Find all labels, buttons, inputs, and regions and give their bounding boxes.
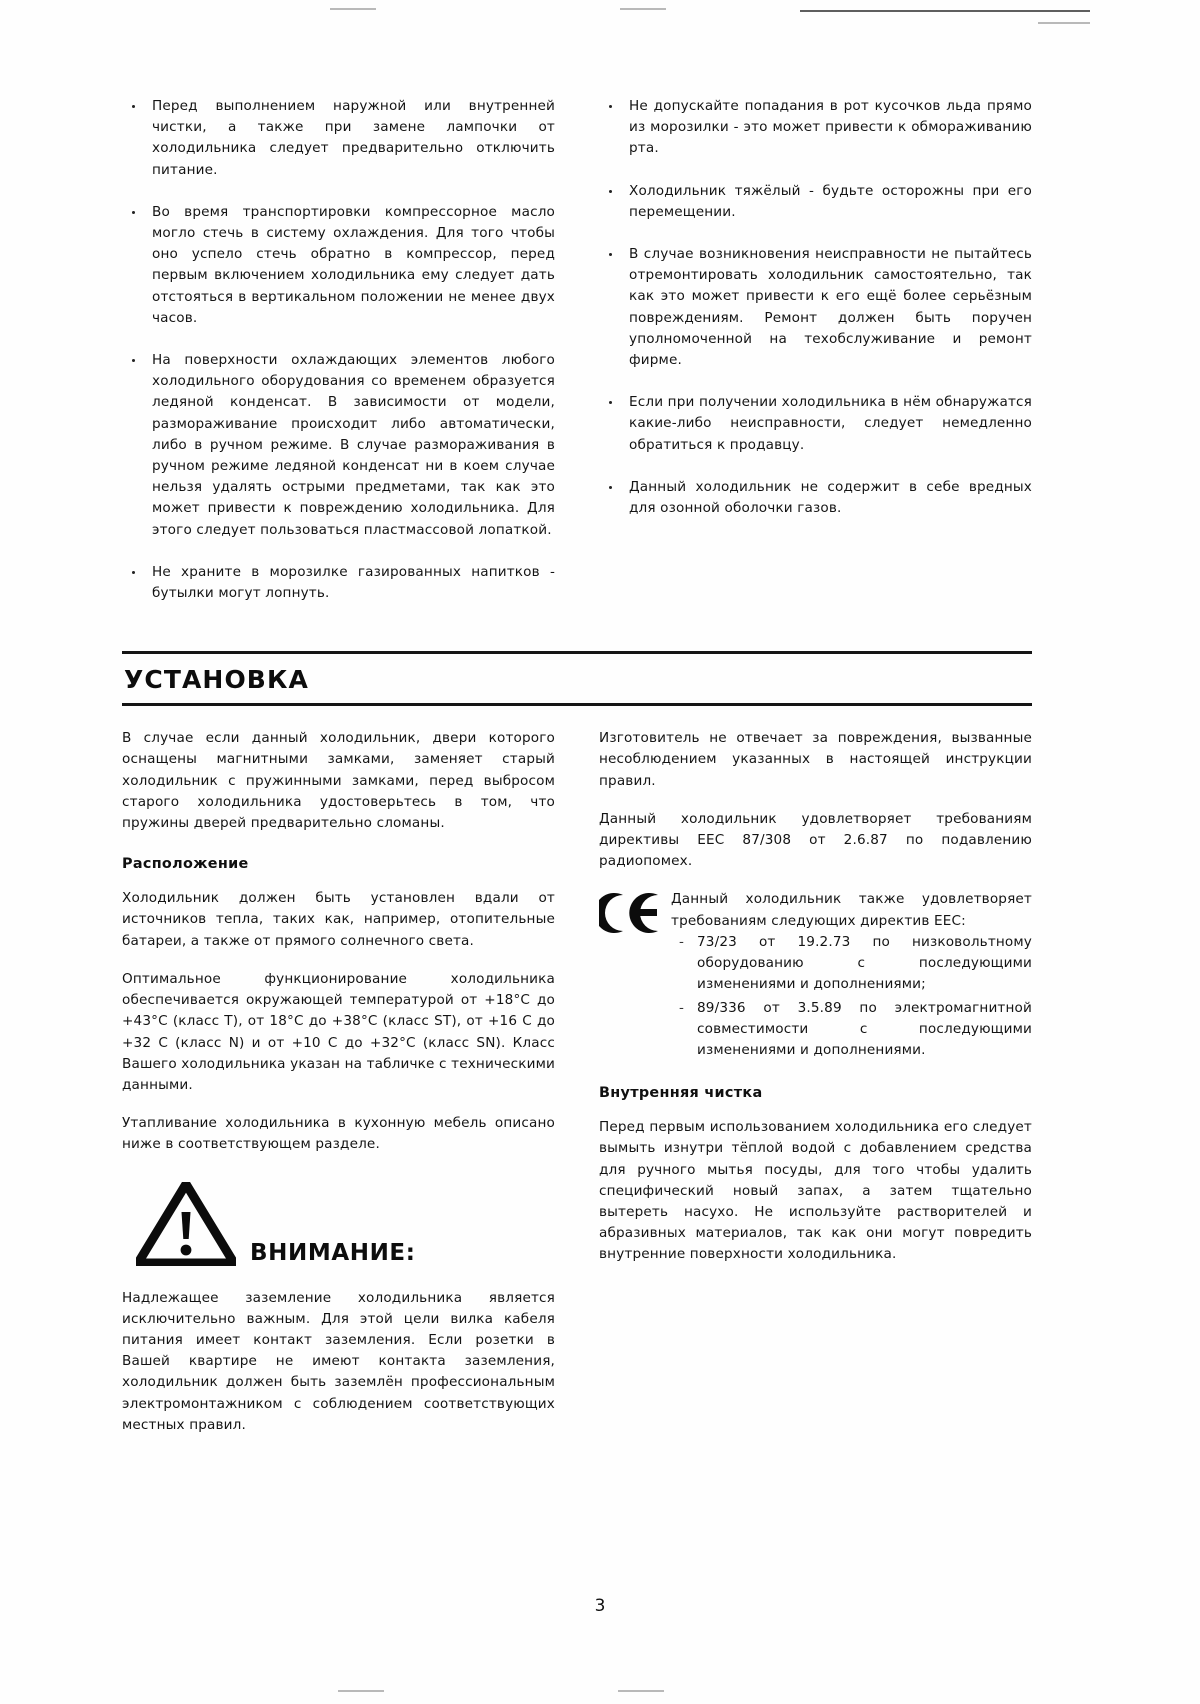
list-item: Не допускайте попадания в рот кусочков льда прямо из морозилки - это может привести к обмораживанию рта. — [599, 96, 1032, 160]
page-number: 3 — [594, 1596, 606, 1616]
list-item: Холодильник тяжёлый - будьте осторожны при его перемещении. — [599, 181, 1032, 223]
installation-section-header — [122, 651, 1032, 706]
installation-intro-paragraph: В случае если данный холодильник, двери которого оснащены магнитными замками, заменяет старый холодильник с пружинными замками, перед выбросом старого холодильника удостоверьтесь в том, что пружины дверей предварительно сломаны. — [122, 730, 555, 832]
ce-mark-icon — [599, 891, 661, 939]
placement-paragraph-3: Утапливание холодильника в кухонную мебель описано ниже в соответствующем разделе. — [122, 1115, 555, 1153]
ce-directive-list — [671, 932, 1032, 1061]
installation-body — [122, 728, 1032, 1453]
list-item: Во время транспортировки компрессорное масло могло стечь в систему охлаждения. Для того чтобы оно успело стечь обратно в компрессор, перед первым включением холодильника ему следует дать отстояться в вертикальном положении не менее двух часов. — [122, 202, 555, 329]
page-title: УСТАНОВКА — [124, 665, 309, 695]
liability-paragraph: Изготовитель не отвечает за повреждения, вызванные несоблюдением указанных в настоящей инструкции правил. — [599, 730, 1032, 789]
list-item: - 89/336 от 3.5.89 по электромагнитной совместимости с последующими изменениями и дополнениями. — [671, 998, 1032, 1062]
list-item: В случае возникновения неисправности не пытайтесь отремонтировать холодильник самостоятельно, так как это может привести к его ещё более серьёзным повреждениям. Ремонт должен быть поручен уполномоченной на техобслуживание и ремонт фирме. — [599, 244, 1032, 371]
list-item: Перед выполнением наружной или внутренней чистки, а также при замене лампочки от холодильника следует предварительно отключить питание. — [122, 96, 555, 181]
ce-conformity-block — [599, 889, 1032, 1063]
warning-triangle-icon — [136, 1182, 236, 1270]
list-item: Не храните в морозилке газированных напитков - бутылки могут лопнуть. — [122, 562, 555, 604]
crop-mark — [620, 8, 666, 10]
safety-column-left — [122, 96, 555, 625]
warning-label: ВНИМАНИЕ: — [250, 1239, 416, 1266]
crop-mark — [618, 1690, 664, 1692]
list-item: На поверхности охлаждающих элементов любого холодильного оборудования со временем образуется ледяной конденсат. В зависимости от модели, размораживание происходит либо автоматически, либо в ручном режиме. В случае размораживания в ручном режиме ледяной конденсат ни в коем случае нельзя удалять острыми предметами, так как это может привести к повреждению холодильника. Для этого следует пользоваться пластмассовой лопаткой. — [122, 350, 555, 541]
crop-mark — [800, 10, 1090, 12]
crop-mark — [338, 1690, 384, 1692]
directive-paragraph: Данный холодильник удовлетворяет требованиям директивы EEC 87/308 от 2.6.87 по подавлению радиопомех. — [599, 810, 1032, 870]
placement-paragraph-1: Холодильник должен быть установлен вдали от источников тепла, таких как, например, отопительные батареи, а также от прямого солнечного света. — [122, 890, 555, 949]
ce-intro-paragraph: Данный холодильник также удовлетворяет требованиям следующих директив EEC: — [671, 891, 1032, 929]
internal-cleaning-paragraph: Перед первым использованием холодильника его следует вымыть изнутри тёплой водой с добавлением средства для ручного мытья посуды, для того чтобы удалить специфический новый запах, а затем тщательно вытереть насухо. Не используйте растворителей и абразивных материалов, так как они могут повредить внутренние поверхности холодильника. — [599, 1119, 1032, 1263]
list-item: Данный холодильник не содержит в себе вредных для озонной оболочки газов. — [599, 477, 1032, 519]
placement-paragraph-2: Оптимальное функционирование холодильника обеспечивается окружающей температурой от +18°C до +43°C (класс T), от 18°C до +38°C (класс ST), от +16 C до +32 C (класс N) и от +10 C до +32°C (класс SN). Класс Вашего холодильника указан на табличке с техническими данными. — [122, 970, 555, 1093]
warning-banner — [136, 1182, 555, 1270]
safety-bullet-list-right — [599, 96, 1032, 519]
installation-column-left — [122, 728, 555, 1453]
crop-mark — [1038, 22, 1090, 24]
ce-text-wrapper — [671, 889, 1032, 1063]
safety-bullet-list-left — [122, 96, 555, 604]
list-item: Если при получении холодильника в нём обнаружатся какие-либо неисправности, следует немедленно обратиться к продавцу. — [599, 392, 1032, 456]
list-item: - 73/23 от 19.2.73 по низковольтному оборудованию с последующими изменениями и дополнениями; — [671, 932, 1032, 996]
divider-bottom — [122, 703, 1032, 706]
internal-cleaning-heading: Внутренняя чистка — [599, 1085, 763, 1102]
placement-heading: Расположение — [122, 856, 249, 873]
divider-top — [122, 651, 1032, 654]
safety-column-right — [599, 96, 1032, 540]
page-content — [122, 96, 1032, 1453]
crop-mark — [330, 8, 376, 10]
grounding-paragraph: Надлежащее заземление холодильника является исключительно важным. Для этой цели вилка кабеля питания имеет контакт заземления. Если розетки в Вашей квартире не имеют контакта заземления, холодильник должен быть заземлён профессиональным электромонтажником с соблюдением соответствующих местных правил. — [122, 1289, 555, 1433]
installation-column-right — [599, 728, 1032, 1282]
safety-bullets-section — [122, 96, 1032, 625]
